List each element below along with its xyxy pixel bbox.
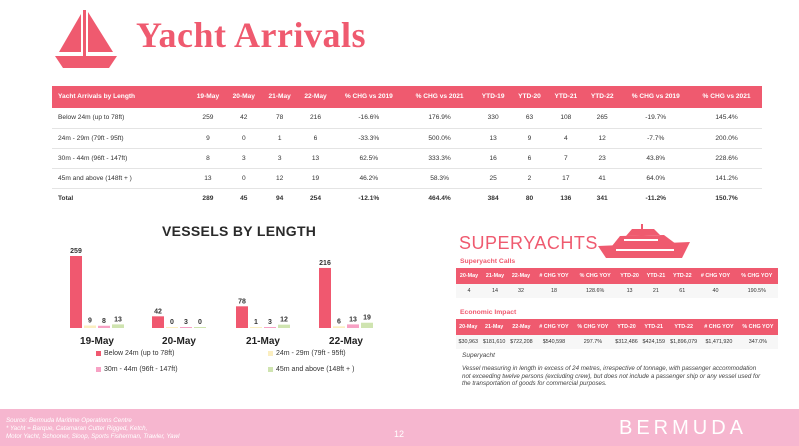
table-cell: $722,208 [508,335,535,349]
legend-item [268,350,346,357]
source-note [6,417,179,440]
vessels-by-length-chart [52,240,412,350]
table-cell: 17 [548,168,584,188]
table-cell: 32 [508,284,534,298]
data-label: 9 [88,317,92,325]
table-cell: -12.1% [333,188,404,208]
table-cell: 136 [548,188,584,208]
superyachts-title: SUPERYACHTS [459,233,598,253]
column-header: YTD-20 [511,86,547,108]
data-label: 8 [102,317,106,325]
legend-item [268,366,354,373]
table-cell: 24m - 29m (79ft - 95ft) [52,128,190,148]
table-cell: $30,963 [456,335,481,349]
data-label: 6 [337,318,341,326]
table-cell: 13 [190,168,226,188]
table-cell: 297.7% [573,335,613,349]
data-label: 259 [70,248,82,255]
legend-swatch [268,367,273,372]
bar [250,327,262,328]
table-cell: 384 [475,188,511,208]
data-label: 0 [198,319,202,326]
bar [236,306,248,328]
column-header: % CHG YOY [736,268,778,284]
table-cell: -16.6% [333,108,404,128]
table-cell: 6 [511,148,547,168]
table-cell: 64.0% [620,168,691,188]
column-header: Yacht Arrivals by Length [52,86,190,108]
table-cell: 4 [548,128,584,148]
source-line: * Yacht = Barque, Catamaran Cutter Rigged, Ketch, [6,424,148,432]
economic-impact-label: Economic Impact [460,309,517,316]
table-cell: 42 [226,108,262,128]
column-header: % CHG YOY [573,319,613,335]
column-header: # CHG YOY [700,319,738,335]
bar [264,327,276,328]
column-header: % CHG vs 2021 [404,86,475,108]
table-cell: 16 [475,148,511,168]
legend-item [96,366,178,373]
table-row [52,108,762,128]
bar [278,325,290,328]
table-cell: 9 [190,128,226,148]
table-row [52,168,762,188]
column-header: YTD-21 [548,86,584,108]
table-cell: 3 [262,148,298,168]
table-cell: 46.2% [333,168,404,188]
table-header-row [456,319,778,335]
table-cell: 347.0% [738,335,778,349]
data-label: 19 [363,314,371,322]
table-cell: $181,610 [481,335,508,349]
legend-label: Below 24m (up to 78ft) [104,350,175,357]
table-cell: 333.3% [404,148,475,168]
table-cell: 45 [226,188,262,208]
legend-swatch [96,351,101,356]
column-header: # CHG YOY [535,319,573,335]
column-header: YTD-19 [475,86,511,108]
column-header: 21-May [262,86,298,108]
column-header: YTD-20 [613,319,640,335]
table-cell: 254 [298,188,334,208]
table-cell: 25 [475,168,511,188]
bar [70,256,82,328]
table-cell: 78 [262,108,298,128]
table-cell: 40 [695,284,735,298]
table-cell: 21 [643,284,669,298]
table-cell: 12 [584,128,620,148]
table-cell: $1,471,920 [700,335,738,349]
table-cell: 30m - 44m (96ft - 147ft) [52,148,190,168]
definition-title: Superyacht [462,352,495,359]
source-line: Source: Bermuda Maritime Operations Centre [6,417,132,424]
superyacht-calls-label: Superyacht Calls [460,258,516,265]
table-cell: 108 [548,108,584,128]
table-cell: 464.4% [404,188,475,208]
table-cell: $312,486 [613,335,640,349]
table-cell: -33.3% [333,128,404,148]
column-header: YTD-22 [584,86,620,108]
table-cell: 265 [584,108,620,128]
table-cell: -19.7% [620,108,691,128]
table-cell: -11.2% [620,188,691,208]
table-cell: 216 [298,108,334,128]
table-cell: 3 [226,148,262,168]
table-cell: 61 [669,284,695,298]
table-cell: 41 [584,168,620,188]
definition-text: Vessel measuring in length in excess of 24 metres, irrespective of tonnage, with passenger accommodation not exceeding twelve persons (excluding crew), but does not include a passenger ship or any vessel used for the transportation of goods for commercial purposes. [462,365,761,388]
x-tick-label: 21-May [246,336,280,347]
table-cell: 141.2% [691,168,762,188]
bar [347,324,359,328]
table-cell: $540,598 [535,335,573,349]
column-header: 19-May [190,86,226,108]
table-cell: 45m and above (148ft + ) [52,168,190,188]
data-label: 42 [154,308,162,316]
table-cell: 259 [190,108,226,128]
column-header: 20-May [456,268,482,284]
table-cell: 8 [190,148,226,168]
x-tick-label: 22-May [329,336,363,347]
table-cell: 14 [482,284,508,298]
table-row [52,128,762,148]
table-cell: $424,159 [640,335,667,349]
table-cell: 13 [616,284,642,298]
table-cell: 200.0% [691,128,762,148]
table-cell: 341 [584,188,620,208]
data-label: 13 [114,316,122,324]
data-label: 216 [319,259,331,267]
column-header: % CHG YOY [738,319,778,335]
table-cell: 18 [534,284,574,298]
table-cell: Total [52,188,190,208]
column-header: YTD-22 [667,319,700,335]
column-header: % CHG YOY [574,268,616,284]
table-cell: 7 [548,148,584,168]
table-cell: 128.6% [574,284,616,298]
bar [333,326,345,328]
legend-label: 24m - 29m (79ft - 95ft) [276,350,346,357]
column-header: 20-May [456,319,481,335]
table-cell: $1,896,079 [667,335,700,349]
column-header: YTD-21 [643,268,669,284]
data-label: 3 [268,319,272,326]
sailboat-icon [55,8,117,72]
column-header: 22-May [508,319,535,335]
legend-swatch [96,367,101,372]
column-header: % CHG vs 2019 [333,86,404,108]
bar [319,268,331,328]
table-cell: 330 [475,108,511,128]
table-cell: 289 [190,188,226,208]
table-cell: 0 [226,128,262,148]
table-cell: 150.7% [691,188,762,208]
data-label: 12 [280,316,288,324]
page-number: 12 [394,429,405,439]
table-cell: 228.6% [691,148,762,168]
legend-label: 45m and above (148ft + ) [276,366,355,373]
table-cell: 13 [298,148,334,168]
table-cell: 23 [584,148,620,168]
table-cell: 9 [511,128,547,148]
table-cell: 58.3% [404,168,475,188]
table-cell: 176.9% [404,108,475,128]
x-tick-label: 19-May [80,336,114,347]
bermuda-logo: BERMUDA [619,417,748,439]
bar [361,323,373,328]
table-cell: 80 [511,188,547,208]
page-title: Yacht Arrivals [136,15,366,55]
bar [112,324,124,328]
table-row [52,148,762,168]
source-line: Motor Yacht, Schooner, Sloop, Sports Fisherman, Trawler, Yawl [6,432,180,440]
column-header: YTD-22 [669,268,695,284]
table-cell: 190.5% [736,284,778,298]
column-header: YTD-20 [616,268,642,284]
bar [194,327,206,328]
column-header: # CHG YOY [534,268,574,284]
column-header: 21-May [482,268,508,284]
table-cell: -7.7% [620,128,691,148]
economic-impact-table [456,319,778,349]
column-header: 22-May [508,268,534,284]
table-cell: 43.8% [620,148,691,168]
table-cell: 62.5% [333,148,404,168]
chart-title: VESSELS BY LENGTH [162,223,317,239]
column-header: % CHG vs 2019 [620,86,691,108]
bar [84,325,96,328]
table-row [456,335,778,349]
data-label: 13 [349,316,357,324]
data-label: 78 [238,298,246,306]
table-row [456,284,778,298]
table-cell: 63 [511,108,547,128]
column-header: # CHG YOY [695,268,735,284]
column-header: 20-May [226,86,262,108]
table-cell: 6 [298,128,334,148]
table-cell: 0 [226,168,262,188]
column-header: YTD-21 [640,319,667,335]
table-cell: 94 [262,188,298,208]
column-header: 21-May [481,319,508,335]
table-cell: 500.0% [404,128,475,148]
bar [180,327,192,328]
bar [166,327,178,328]
table-cell: 12 [262,168,298,188]
superyacht-calls-table [456,268,778,298]
table-cell: 19 [298,168,334,188]
data-label: 3 [184,319,188,326]
table-cell: 145.4% [691,108,762,128]
legend-label: 30m - 44m (96ft - 147ft) [104,366,178,373]
legend-item [96,350,174,357]
bar [98,326,110,328]
table-header-row [456,268,778,284]
x-tick-label: 20-May [162,336,196,347]
data-label: 1 [254,319,258,326]
legend-swatch [268,351,273,356]
total-row [52,188,762,208]
column-header: 22-May [298,86,334,108]
table-cell: 13 [475,128,511,148]
table-cell: Below 24m (up to 78ft) [52,108,190,128]
table-header-row [52,86,762,108]
superyacht-icon [598,224,690,260]
bar [152,316,164,328]
data-label: 0 [170,319,174,326]
table-cell: 2 [511,168,547,188]
table-cell: 4 [456,284,482,298]
yacht-arrivals-table [52,86,762,208]
column-header: % CHG vs 2021 [691,86,762,108]
footer [0,409,799,446]
table-cell: 1 [262,128,298,148]
